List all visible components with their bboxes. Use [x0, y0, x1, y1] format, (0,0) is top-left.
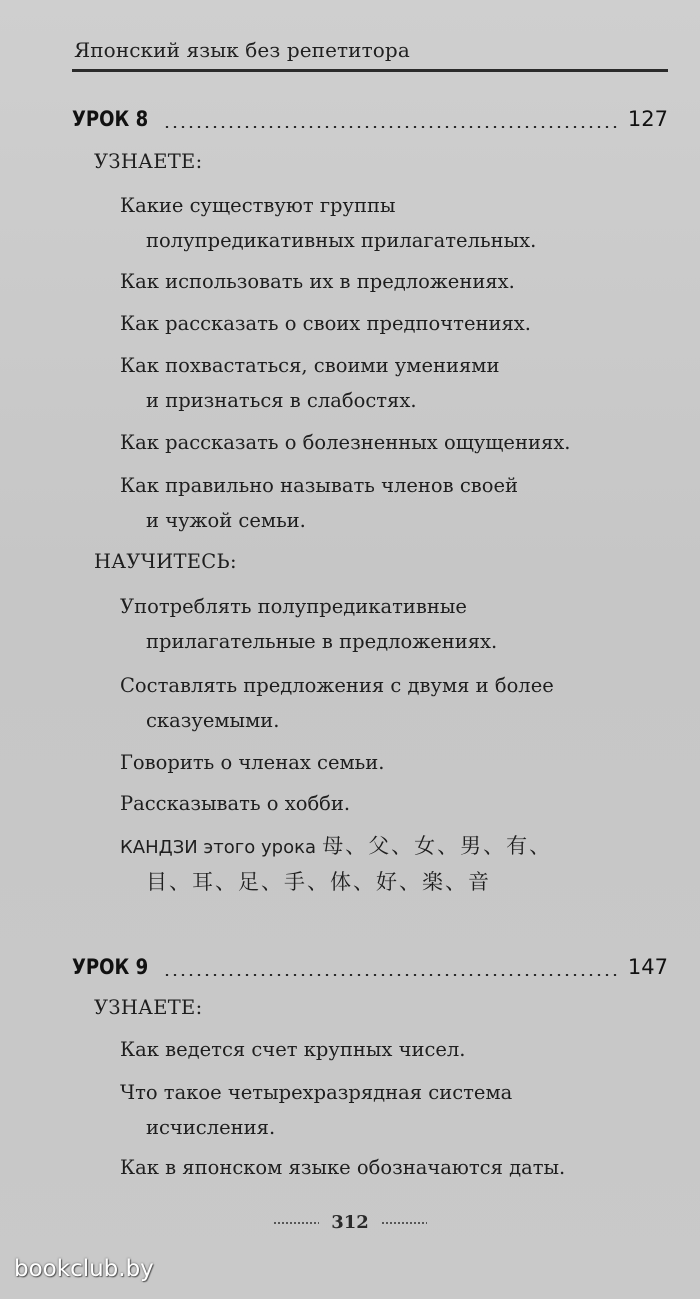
lesson-9-label: УРОК 9 — [72, 955, 149, 979]
item-line: Как использовать их в предложениях. — [120, 270, 515, 293]
item-line: Как похвастаться, своими умениями — [120, 354, 500, 377]
lesson-8-skills-heading: НАУЧИТЕСЬ: — [94, 550, 237, 573]
kanji-label: КАНДЗИ этого урока — [120, 837, 316, 858]
lesson-9-learn-heading: УЗНАЕТЕ: — [94, 996, 203, 1019]
lesson-9-entry — [72, 951, 668, 983]
item-line: Что такое четырехразрядная система — [120, 1081, 513, 1104]
item-line: Как рассказать о своих предпочтениях. — [120, 312, 531, 335]
page-footer — [0, 1212, 700, 1233]
header-rule — [72, 69, 668, 72]
kanji-characters: 母、父、女、男、有、 — [322, 834, 553, 858]
lesson-8-page-number: 127 — [627, 107, 668, 131]
item-line-continued: сказуемыми. — [146, 709, 280, 732]
item-line: Какие существуют группы — [120, 194, 396, 217]
footer-ornament-left — [273, 1222, 319, 1224]
item-line: Рассказывать о хобби. — [120, 792, 351, 815]
lesson-8-learn-item — [120, 264, 515, 299]
item-line: Как правильно называть членов своей — [120, 474, 519, 497]
running-header: Японский язык без репетитора — [74, 38, 410, 62]
lesson-8-learn-item — [120, 188, 536, 258]
lesson-9-learn-item — [120, 1075, 512, 1145]
lesson-8-learn-heading: УЗНАЕТЕ: — [94, 150, 203, 173]
lesson-9-learn-item — [120, 1150, 565, 1185]
lesson-8-learn-item — [120, 425, 570, 460]
item-line: Употреблять полупредикативные — [120, 595, 467, 618]
leader-dots — [163, 126, 620, 128]
lesson-8-skill-item — [120, 589, 497, 659]
watermark: bookclub.by — [14, 1256, 154, 1282]
item-line: Как рассказать о болезненных ощущениях. — [120, 431, 571, 454]
lesson-8-skill-item — [120, 786, 350, 821]
lesson-8-skill-item — [120, 745, 384, 780]
lesson-8-skill-item — [120, 668, 554, 738]
item-line: Говорить о членах семьи. — [120, 751, 385, 774]
item-line-continued: и чужой семьи. — [146, 509, 306, 532]
lesson-8-learn-item — [120, 468, 518, 538]
lesson-8-kanji-list — [120, 829, 552, 900]
kanji-characters-continued: 目、耳、足、手、体、好、楽、音 — [146, 870, 491, 894]
lesson-9-learn-item — [120, 1032, 466, 1067]
lesson-8-label: УРОК 8 — [72, 107, 149, 131]
item-line-continued: полупредикативных прилагательных. — [146, 229, 537, 252]
leader-dots — [163, 974, 620, 976]
page-number: 312 — [331, 1212, 369, 1233]
item-line-continued: прилагательные в предложениях. — [146, 630, 498, 653]
item-line: Как ведется счет крупных чисел. — [120, 1038, 466, 1061]
item-line: Составлять предложения с двумя и более — [120, 674, 554, 697]
lesson-9-page-number: 147 — [627, 955, 668, 979]
item-line-continued: и признаться в слабостях. — [146, 389, 417, 412]
item-line: Как в японском языке обозначаются даты. — [120, 1156, 566, 1179]
item-line-continued: исчисления. — [146, 1116, 276, 1139]
lesson-8-entry — [72, 103, 668, 135]
lesson-8-learn-item — [120, 348, 499, 418]
lesson-8-learn-item — [120, 306, 531, 341]
footer-ornament-right — [381, 1222, 427, 1224]
